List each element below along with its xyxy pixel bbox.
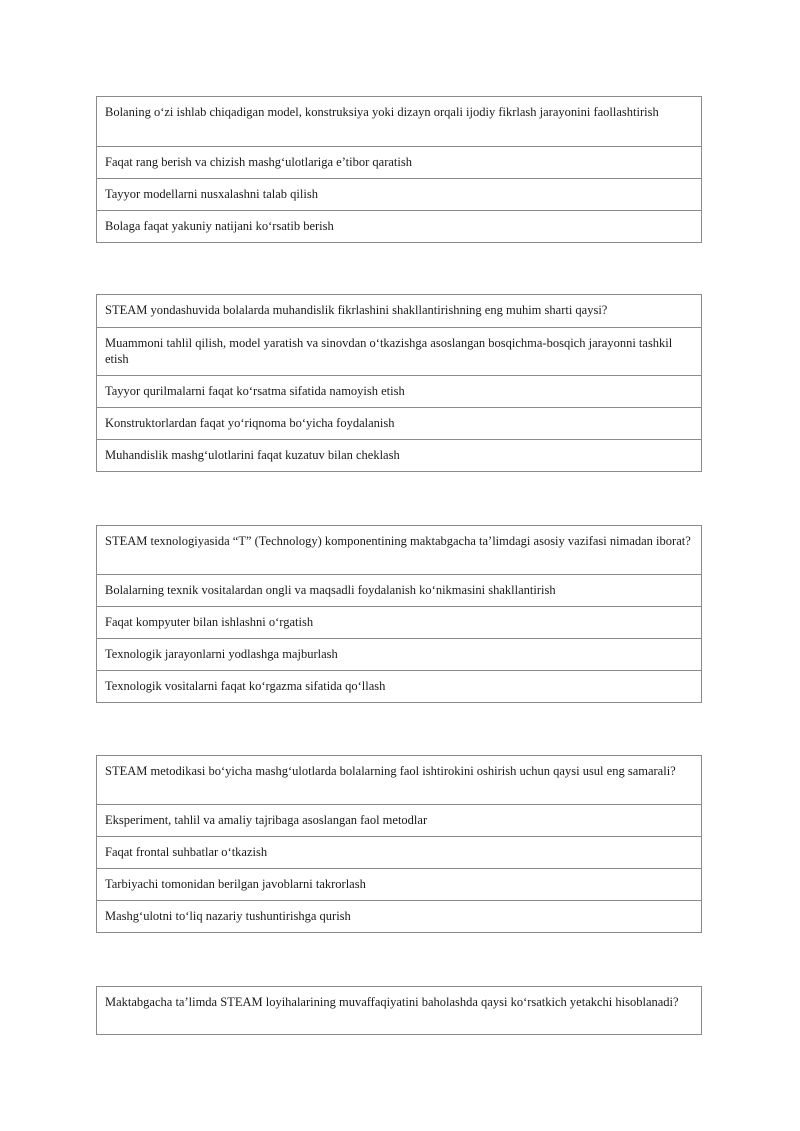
question-block-4 xyxy=(96,755,702,933)
option-row: Tarbiyachi tomonidan berilgan javoblarni takrorlash xyxy=(97,868,701,900)
question-text: STEAM metodikasi bo‘yicha mashg‘ulotlarda bolalarning faol ishtirokini oshirish uchun qaysi usul eng samarali? xyxy=(105,764,676,778)
option-row: Mashg‘ulotni to‘liq nazariy tushuntirishga qurish xyxy=(97,900,701,932)
question-block-3 xyxy=(96,525,702,703)
question-block-5 xyxy=(96,986,702,1035)
question-block-2 xyxy=(96,294,702,472)
option-row: Muhandislik mashg‘ulotlarini faqat kuzatuv bilan cheklash xyxy=(97,439,701,471)
option-row: Tayyor qurilmalarni faqat ko‘rsatma sifatida namoyish etish xyxy=(97,375,701,407)
option-row: Tayyor modellarni nusxalashni talab qilish xyxy=(97,178,701,210)
option-row: Faqat frontal suhbatlar o‘tkazish xyxy=(97,836,701,868)
option-row: Muammoni tahlil qilish, model yaratish va sinovdan o‘tkazishga asoslangan bosqichma-bosqich jarayonni tashkil etish xyxy=(97,327,701,375)
option-row: Faqat rang berish va chizish mashg‘ulotlariga e’tibor qaratish xyxy=(97,146,701,178)
question-text: Maktabgacha ta’limda STEAM loyihalarining muvaffaqiyatini baholashda qaysi ko‘rsatkich yetakchi hisoblanadi? xyxy=(105,995,679,1009)
option-row: Bolaning o‘zi ishlab chiqadigan model, konstruksiya yoki dizayn orqali ijodiy fikrlash jarayonini faollashtirish xyxy=(105,105,659,119)
option-row: Eksperiment, tahlil va amaliy tajribaga asoslangan faol metodlar xyxy=(97,804,701,836)
option-row: Bolaga faqat yakuniy natijani ko‘rsatib berish xyxy=(97,210,701,242)
option-row: Konstruktorlardan faqat yo‘riqnoma bo‘yicha foydalanish xyxy=(97,407,701,439)
question-text: STEAM yondashuvida bolalarda muhandislik fikrlashini shakllantirishning eng muhim sharti qaysi? xyxy=(105,303,608,317)
option-row: Faqat kompyuter bilan ishlashni o‘rgatish xyxy=(97,606,701,638)
option-row: Texnologik vositalarni faqat ko‘rgazma sifatida qo‘llash xyxy=(97,670,701,702)
question-text: STEAM texnologiyasida “T” (Technology) komponentining maktabgacha ta’limdagi asosiy vazifasi nimadan iborat? xyxy=(105,534,691,548)
option-row: Texnologik jarayonlarni yodlashga majburlash xyxy=(97,638,701,670)
question-block-1-options xyxy=(96,96,702,243)
option-row: Bolalarning texnik vositalardan ongli va maqsadli foydalanish ko‘nikmasini shakllantirish xyxy=(97,574,701,606)
